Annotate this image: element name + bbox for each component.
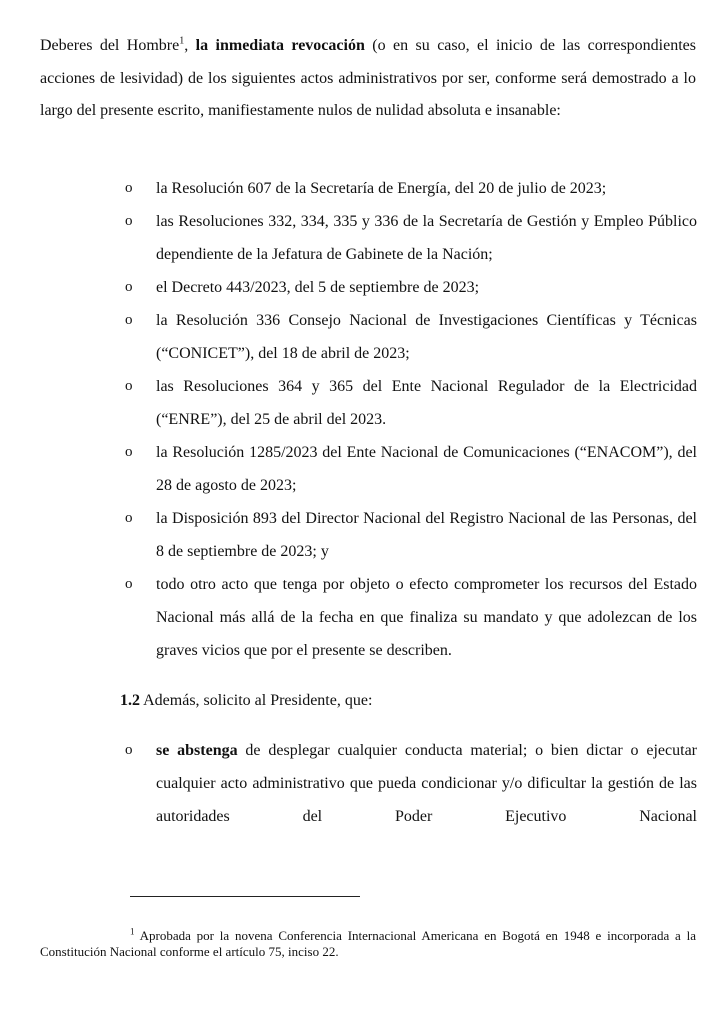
- list-item: [120, 304, 697, 370]
- intro-text-sep: ,: [184, 37, 196, 54]
- bullet-icon: o: [125, 510, 133, 526]
- list-item: [120, 205, 697, 271]
- list-item-text: las Resoluciones 364 y 365 del Ente Nacional Regulador de la Electricidad (“ENRE”), del 25 de abril del 2023.: [156, 378, 697, 428]
- bullet-icon: o: [125, 742, 133, 758]
- intro-paragraph: [40, 30, 696, 128]
- list-item: [120, 734, 697, 833]
- list-item-bold: se abstenga: [156, 742, 238, 759]
- section-text: Además, solicito al Presidente, que:: [140, 692, 373, 709]
- bullet-icon: o: [125, 378, 133, 394]
- list-item-text: todo otro acto que tenga por objeto o efecto comprometer los recursos del Estado Nacional más allá de la fecha en que finaliza su mandato y que adolezcan de los graves vicios que por el presente se describen.: [156, 576, 697, 659]
- list-item: [120, 172, 697, 205]
- footnote-separator: [130, 896, 360, 897]
- footnote: [40, 928, 696, 960]
- footnote-text: Aprobada por la novena Conferencia Internacional Americana en Bogotá en 1948 e incorporada a la Constitución Nacional conforme el artículo 75, inciso 22.: [40, 928, 696, 959]
- bullet-icon: o: [125, 576, 133, 592]
- bullet-icon: o: [125, 213, 133, 229]
- bullet-icon: o: [125, 444, 133, 460]
- section-heading: [120, 684, 372, 717]
- intro-text-rest: (o en su caso, el inicio de las correspondientes acciones de lesividad) de los siguientes actos administrativos por ser, conforme será demostrado a lo largo del presente escrito, manifiestamente nulos de nulidad absoluta e insanable:: [40, 37, 696, 119]
- list-item: [120, 370, 697, 436]
- section-number: 1.2: [120, 692, 140, 709]
- intro-text-start: Deberes del Hombre: [40, 37, 180, 54]
- bullet-icon: o: [125, 312, 133, 328]
- intro-bold-text: la inmediata revocación: [195, 37, 365, 54]
- footnote-reference[interactable]: 1: [179, 35, 185, 47]
- list-item-text: la Resolución 1285/2023 del Ente Nacional de Comunicaciones (“ENACOM”), del 28 de agosto de 2023;: [156, 444, 697, 494]
- list-item: [120, 568, 697, 667]
- bullet-icon: o: [125, 180, 133, 196]
- list-item: [120, 436, 697, 502]
- list-item-text: la Resolución 336 Consejo Nacional de Investigaciones Científicas y Técnicas (“CONICET”), del 18 de abril de 2023;: [156, 312, 697, 362]
- list-item-text: de desplegar cualquier conducta material; o bien dictar o ejecutar cualquier acto administrativo que pueda condicionar y/o dificultar la gestión de las autoridades del Poder Ejecutivo Nacional: [156, 742, 697, 825]
- footnote-number: 1: [130, 926, 135, 937]
- list-item-text: el Decreto 443/2023, del 5 de septiembre de 2023;: [156, 279, 480, 296]
- list-item-text: la Resolución 607 de la Secretaría de Energía, del 20 de julio de 2023;: [156, 180, 607, 197]
- acts-list: [120, 172, 697, 667]
- bullet-icon: o: [125, 279, 133, 295]
- requests-list: [120, 734, 697, 833]
- list-item: [120, 502, 697, 568]
- list-item: [120, 271, 697, 304]
- list-item-text: la Disposición 893 del Director Nacional del Registro Nacional de las Personas, del 8 de septiembre de 2023; y: [156, 510, 697, 560]
- list-item-text: las Resoluciones 332, 334, 335 y 336 de la Secretaría de Gestión y Empleo Público dependiente de la Jefatura de Gabinete de la Nación;: [156, 213, 697, 263]
